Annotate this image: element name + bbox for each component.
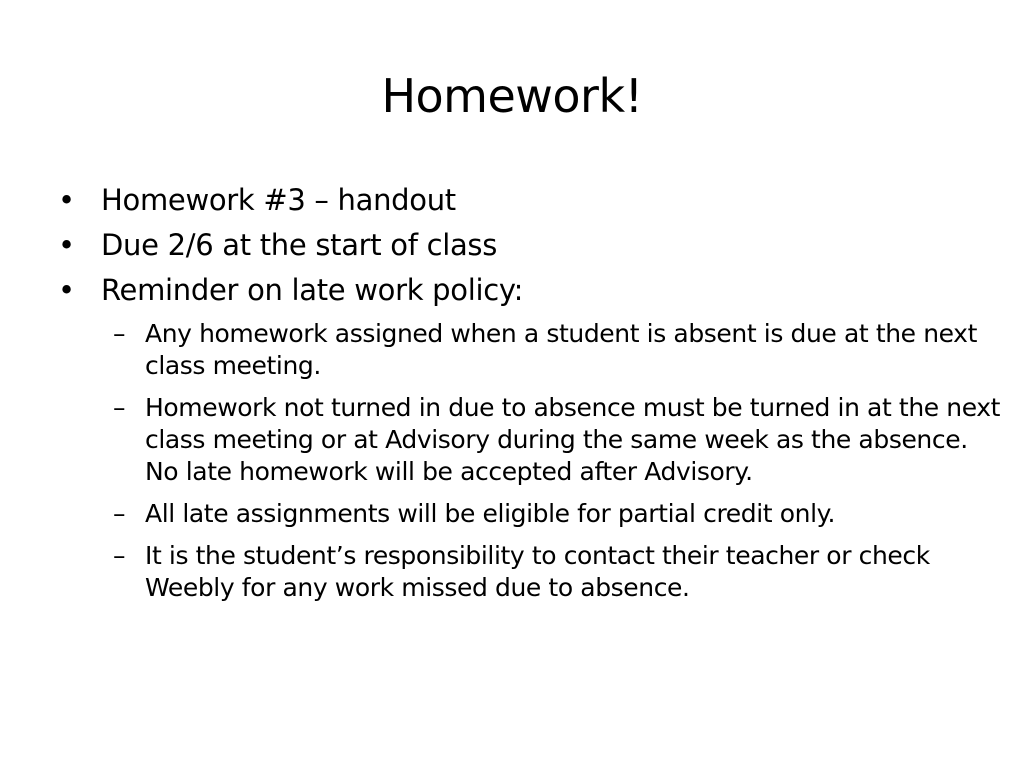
bullet-item-late-policy: [58, 268, 978, 313]
bullet-item-homework: [58, 178, 978, 223]
sub-item-responsibility: [83, 540, 1003, 604]
slide-title: Homework!: [381, 69, 643, 123]
sub-item-turn-in: [83, 392, 1003, 488]
bullet-icon: •: [58, 228, 75, 262]
sub-item-partial-credit: [83, 498, 1003, 530]
dash-icon: –: [113, 499, 126, 528]
sub-item-text: It is the student’s responsibility to contact their teacher or check Weebly for any work missed due to absence.: [145, 541, 930, 602]
dash-icon: –: [113, 393, 126, 422]
sub-item-text: All late assignments will be eligible for partial credit only.: [145, 499, 836, 528]
bullet-list: [58, 178, 978, 313]
bullet-icon: •: [58, 273, 75, 307]
sub-item-text: Homework not turned in due to absence must be turned in at the next class meeting or at Advisory during the same week as the absence. No late homework will be accepted after Advisory.: [145, 393, 1001, 486]
sub-item-text: Any homework assigned when a student is absent is due at the next class meeting.: [145, 319, 977, 380]
dash-icon: –: [113, 319, 126, 348]
bullet-icon: •: [58, 183, 75, 217]
sub-bullet-list: [83, 318, 1003, 614]
bullet-text: Homework #3 – handout: [101, 183, 456, 217]
dash-icon: –: [113, 541, 126, 570]
bullet-text: Reminder on late work policy:: [101, 273, 524, 307]
sub-item-absent-homework: [83, 318, 1003, 382]
bullet-text: Due 2/6 at the start of class: [101, 228, 498, 262]
bullet-item-due-date: [58, 223, 978, 268]
